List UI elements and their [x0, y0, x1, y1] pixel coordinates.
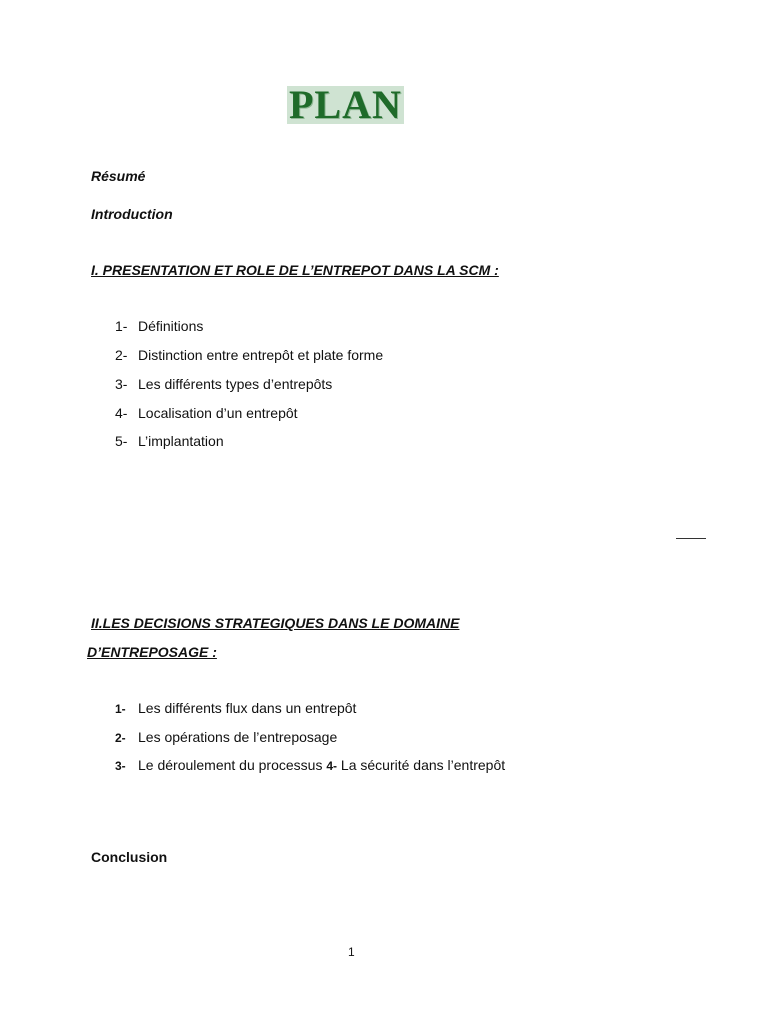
item-text-inline: La sécurité dans l’entrepôt	[337, 757, 506, 773]
item-number: 3-	[115, 376, 128, 392]
section1-item-2	[115, 346, 383, 364]
item-number: 5-	[115, 433, 128, 449]
item-number: 2-	[115, 347, 128, 363]
horizontal-rule	[676, 538, 706, 539]
section1-item-3	[115, 375, 332, 393]
item-text: Les opérations de l’entreposage	[138, 729, 338, 745]
item-number-inline: 4-	[326, 759, 338, 773]
item-number: 2-	[115, 731, 126, 745]
section2-item-2	[115, 728, 337, 747]
introduction-heading: Introduction	[91, 206, 173, 222]
item-number: 4-	[115, 405, 128, 421]
item-number: 3-	[115, 759, 126, 773]
item-text: Distinction entre entrepôt et plate forme	[138, 347, 384, 363]
section1-heading: I. PRESENTATION ET ROLE DE L’ENTREPOT DANS LA SCM :	[91, 262, 499, 278]
section1-item-5	[115, 432, 224, 450]
conclusion-heading: Conclusion	[91, 849, 168, 865]
section1-item-1	[115, 317, 203, 335]
item-number: 1-	[115, 702, 126, 716]
title-block	[287, 82, 404, 127]
page-number: 1	[348, 945, 355, 959]
section2-heading-line2: D’ENTREPOSAGE :	[87, 644, 217, 660]
page-title: PLAN	[289, 82, 402, 127]
item-text: L’implantation	[138, 433, 224, 449]
section2-item-3	[115, 756, 505, 775]
section1-item-4	[115, 404, 298, 422]
item-text: Localisation d’un entrepôt	[138, 405, 298, 421]
item-number: 1-	[115, 318, 128, 334]
resume-heading: Résumé	[91, 168, 146, 184]
item-text: Le déroulement du processus	[138, 757, 327, 773]
item-text: Les différents flux dans un entrepôt	[138, 700, 357, 716]
section2-heading-line1: II.LES DECISIONS STRATEGIQUES DANS LE DOMAINE	[91, 615, 460, 631]
section2-item-1	[115, 699, 356, 718]
item-text: Les différents types d’entrepôts	[138, 376, 333, 392]
item-text: Définitions	[138, 318, 204, 334]
